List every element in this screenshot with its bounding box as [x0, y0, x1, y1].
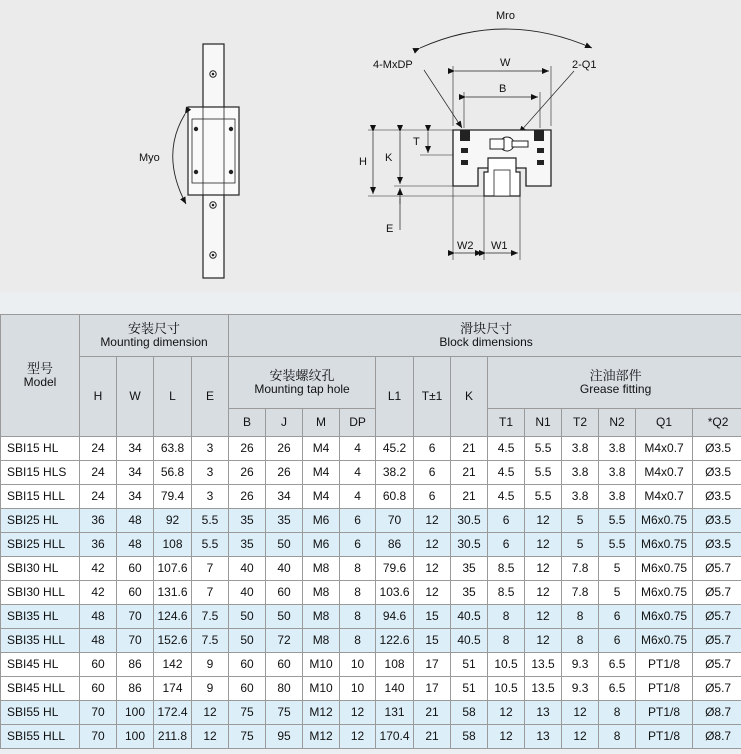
table-row [1, 653, 741, 677]
table-cell: 42 [80, 581, 117, 605]
table-cell: 92 [154, 509, 192, 533]
mro-label: Mro [496, 10, 515, 22]
table-cell: Ø3.5 [693, 485, 741, 509]
table-cell: 5.5 [192, 509, 229, 533]
table-cell: 140 [376, 677, 414, 701]
table-row [1, 485, 741, 509]
table-cell: 6 [340, 509, 376, 533]
table-cell: 4.5 [488, 485, 525, 509]
table-cell: 86 [117, 653, 154, 677]
table-cell: 34 [117, 437, 154, 461]
table-cell: 3.8 [599, 461, 636, 485]
table-cell: 6 [599, 605, 636, 629]
table-cell: 10.5 [488, 653, 525, 677]
table-cell: 21 [451, 437, 488, 461]
table-cell: 12 [414, 557, 451, 581]
table-cell: 70 [376, 509, 414, 533]
col-t1: T1 [488, 409, 525, 437]
table-cell: 12 [414, 581, 451, 605]
spec-table-body [1, 437, 741, 749]
table-cell: 12 [525, 509, 562, 533]
table-cell: Ø8.7 [693, 725, 741, 749]
table-cell: 50 [266, 533, 303, 557]
table-cell: 12 [562, 725, 599, 749]
table-cell: 58 [451, 725, 488, 749]
table-cell: 79.4 [154, 485, 192, 509]
table-cell: 12 [192, 725, 229, 749]
table-cell: M6x0.75 [636, 629, 693, 653]
table-cell: 8 [340, 581, 376, 605]
mounting-dimension-header: 安装尺寸 Mounting dimension [80, 315, 229, 357]
table-cell: 7.5 [192, 605, 229, 629]
table-cell: 8 [599, 701, 636, 725]
col-b: B [229, 409, 266, 437]
table-cell: 3.8 [599, 485, 636, 509]
table-cell: 21 [414, 701, 451, 725]
table-cell: 211.8 [154, 725, 192, 749]
table-cell: 8 [340, 557, 376, 581]
table-cell: 12 [525, 557, 562, 581]
table-cell: PT1/8 [636, 725, 693, 749]
table-cell: 5.5 [599, 509, 636, 533]
model-cell: SBI45 HLL [1, 677, 80, 701]
table-cell: Ø3.5 [693, 533, 741, 557]
table-cell: 35 [451, 581, 488, 605]
table-cell: 38.2 [376, 461, 414, 485]
table-cell: 100 [117, 701, 154, 725]
table-cell: 40.5 [451, 629, 488, 653]
table-cell: 60 [80, 677, 117, 701]
table-cell: 3 [192, 485, 229, 509]
table-cell: 12 [488, 725, 525, 749]
model-cell: SBI25 HLL [1, 533, 80, 557]
col-h: H [80, 357, 117, 437]
table-cell: 15 [414, 629, 451, 653]
table-row [1, 629, 741, 653]
table-cell: Ø5.7 [693, 557, 741, 581]
table-cell: 6 [488, 509, 525, 533]
table-cell: 58 [451, 701, 488, 725]
model-cell: SBI25 HL [1, 509, 80, 533]
table-cell: 6.5 [599, 653, 636, 677]
model-cell: SBI15 HL [1, 437, 80, 461]
table-cell: 42 [80, 557, 117, 581]
table-cell: 45.2 [376, 437, 414, 461]
table-cell: 40 [266, 557, 303, 581]
table-cell: 36 [80, 509, 117, 533]
table-cell: 12 [414, 533, 451, 557]
table-cell: 60 [80, 653, 117, 677]
table-cell: 7.5 [192, 629, 229, 653]
table-row [1, 677, 741, 701]
table-cell: 56.8 [154, 461, 192, 485]
table-cell: 8.5 [488, 581, 525, 605]
table-cell: 12 [414, 509, 451, 533]
table-cell: 4 [340, 437, 376, 461]
col-m: M [303, 409, 340, 437]
table-cell: M8 [303, 557, 340, 581]
table-cell: 5.5 [599, 533, 636, 557]
model-cell: SBI30 HL [1, 557, 80, 581]
table-cell: 60 [117, 557, 154, 581]
table-cell: 60 [266, 581, 303, 605]
table-row [1, 437, 741, 461]
table-cell: 12 [525, 605, 562, 629]
table-cell: 40.5 [451, 605, 488, 629]
col-e: E [192, 357, 229, 437]
table-cell: Ø5.7 [693, 581, 741, 605]
col-dp: DP [340, 409, 376, 437]
table-cell: 24 [80, 485, 117, 509]
table-cell: 34 [117, 485, 154, 509]
table-cell: 5 [599, 581, 636, 605]
table-cell: 103.6 [376, 581, 414, 605]
table-cell: 12 [192, 701, 229, 725]
table-cell: 60 [266, 653, 303, 677]
technical-drawing [0, 0, 741, 292]
table-cell: 10.5 [488, 677, 525, 701]
table-cell: M10 [303, 653, 340, 677]
table-cell: 36 [80, 533, 117, 557]
table-cell: 152.6 [154, 629, 192, 653]
table-cell: 8 [340, 605, 376, 629]
table-cell: 8 [562, 605, 599, 629]
col-k: K [451, 357, 488, 437]
table-cell: 50 [229, 605, 266, 629]
table-cell: 40 [229, 581, 266, 605]
table-cell: 12 [525, 629, 562, 653]
table-cell: 5 [562, 533, 599, 557]
table-cell: 8 [340, 629, 376, 653]
table-cell: 131.6 [154, 581, 192, 605]
table-cell: 26 [229, 485, 266, 509]
top-view [139, 44, 239, 278]
table-cell: M4 [303, 485, 340, 509]
table-cell: 6 [599, 629, 636, 653]
table-cell: 170.4 [376, 725, 414, 749]
table-cell: Ø3.5 [693, 461, 741, 485]
table-cell: 6 [414, 437, 451, 461]
table-cell: PT1/8 [636, 677, 693, 701]
table-cell: M6x0.75 [636, 509, 693, 533]
table-row [1, 509, 741, 533]
table-cell: 7.8 [562, 557, 599, 581]
table-cell: 100 [117, 725, 154, 749]
table-cell: 5 [599, 557, 636, 581]
table-cell: 60.8 [376, 485, 414, 509]
table-cell: 131 [376, 701, 414, 725]
mounting-tap-hole-header: 安装螺纹孔 Mounting tap hole [229, 357, 376, 409]
table-cell: M4 [303, 437, 340, 461]
table-cell: 70 [117, 629, 154, 653]
table-row [1, 461, 741, 485]
table-cell: M6x0.75 [636, 557, 693, 581]
table-cell: 9 [192, 653, 229, 677]
myo-label: Myo [139, 152, 160, 164]
table-cell: PT1/8 [636, 653, 693, 677]
table-cell: 21 [451, 485, 488, 509]
table-cell: M4x0.7 [636, 485, 693, 509]
table-cell: 75 [229, 701, 266, 725]
table-cell: Ø3.5 [693, 437, 741, 461]
col-n1: N1 [525, 409, 562, 437]
q1-label: 2-Q1 [572, 59, 597, 71]
table-cell: M12 [303, 725, 340, 749]
table-cell: M6 [303, 509, 340, 533]
t-label: T [413, 136, 420, 148]
table-cell: 6.5 [599, 677, 636, 701]
col-w: W [117, 357, 154, 437]
table-cell: M8 [303, 605, 340, 629]
table-cell: 9.3 [562, 653, 599, 677]
table-cell: 26 [266, 437, 303, 461]
table-cell: 4 [340, 485, 376, 509]
table-cell: PT1/8 [636, 701, 693, 725]
col-q1: Q1 [636, 409, 693, 437]
table-cell: 7 [192, 581, 229, 605]
table-cell: 51 [451, 677, 488, 701]
table-cell: 108 [376, 653, 414, 677]
table-cell: 17 [414, 653, 451, 677]
model-cell: SBI55 HL [1, 701, 80, 725]
table-cell: 7 [192, 557, 229, 581]
table-cell: 50 [229, 629, 266, 653]
table-cell: M4 [303, 461, 340, 485]
w2-label: W2 [457, 240, 474, 252]
h-label: H [359, 156, 367, 168]
table-cell: 95 [266, 725, 303, 749]
table-cell: 17 [414, 677, 451, 701]
col-l: L [154, 357, 192, 437]
table-cell: 12 [525, 533, 562, 557]
table-cell: 3 [192, 437, 229, 461]
table-cell: 48 [80, 605, 117, 629]
table-cell: 70 [117, 605, 154, 629]
table-cell: 21 [451, 461, 488, 485]
table-cell: 6 [340, 533, 376, 557]
table-row [1, 701, 741, 725]
table-cell: 26 [266, 461, 303, 485]
table-cell: 9.3 [562, 677, 599, 701]
table-cell: 12 [340, 725, 376, 749]
table-cell: 8 [488, 605, 525, 629]
table-cell: 75 [229, 725, 266, 749]
table-cell: 72 [266, 629, 303, 653]
grease-fitting-header: 注油部件 Grease fitting [488, 357, 741, 409]
table-cell: 48 [117, 509, 154, 533]
table-cell: 13 [525, 701, 562, 725]
table-cell: 10 [340, 677, 376, 701]
col-l1: L1 [376, 357, 414, 437]
table-cell: 30.5 [451, 533, 488, 557]
table-cell: 86 [117, 677, 154, 701]
myo-arrow [173, 114, 186, 204]
table-cell: 34 [266, 485, 303, 509]
table-cell: 9 [192, 677, 229, 701]
table-cell: M6 [303, 533, 340, 557]
table-cell: 172.4 [154, 701, 192, 725]
model-cell: SBI30 HLL [1, 581, 80, 605]
table-cell: M4x0.7 [636, 437, 693, 461]
block-outline [188, 107, 239, 195]
table-cell: 35 [451, 557, 488, 581]
table-cell: 48 [80, 629, 117, 653]
table-cell: M12 [303, 701, 340, 725]
table-cell: 8 [562, 629, 599, 653]
model-header: 型号 Model [1, 315, 80, 437]
table-cell: 5.5 [192, 533, 229, 557]
table-cell: 30.5 [451, 509, 488, 533]
table-cell: 70 [80, 701, 117, 725]
table-cell: 79.6 [376, 557, 414, 581]
table-cell: 63.8 [154, 437, 192, 461]
table-cell: 122.6 [376, 629, 414, 653]
table-cell: Ø5.7 [693, 605, 741, 629]
table-cell: 5.5 [525, 485, 562, 509]
spec-table [0, 314, 741, 749]
w1-label: W1 [491, 240, 508, 252]
table-cell: 48 [117, 533, 154, 557]
table-cell: 7.8 [562, 581, 599, 605]
table-cell: 12 [340, 701, 376, 725]
table-row [1, 725, 741, 749]
model-cell: SBI35 HLL [1, 629, 80, 653]
table-cell: 5.5 [525, 461, 562, 485]
table-cell: 35 [229, 533, 266, 557]
table-row [1, 533, 741, 557]
table-cell: 8 [488, 629, 525, 653]
table-cell: 6 [414, 485, 451, 509]
col-q2: *Q2 [693, 409, 741, 437]
table-cell: 8.5 [488, 557, 525, 581]
table-cell: 124.6 [154, 605, 192, 629]
table-cell: 6 [414, 461, 451, 485]
model-cell: SBI15 HLL [1, 485, 80, 509]
model-cell: SBI45 HL [1, 653, 80, 677]
front-view [359, 10, 596, 260]
table-cell: 50 [266, 605, 303, 629]
table-cell: 75 [266, 701, 303, 725]
table-cell: 80 [266, 677, 303, 701]
table-cell: 8 [599, 725, 636, 749]
table-cell: Ø5.7 [693, 653, 741, 677]
table-cell: 40 [229, 557, 266, 581]
table-cell: 13.5 [525, 677, 562, 701]
table-cell: M6x0.75 [636, 581, 693, 605]
table-cell: M8 [303, 581, 340, 605]
table-cell: 60 [229, 677, 266, 701]
table-cell: 13.5 [525, 653, 562, 677]
b-label: B [499, 83, 507, 95]
table-cell: Ø5.7 [693, 629, 741, 653]
table-cell: 15 [414, 605, 451, 629]
model-cell: SBI55 HLL [1, 725, 80, 749]
w-label: W [500, 57, 511, 69]
table-row [1, 557, 741, 581]
table-cell: 5 [562, 509, 599, 533]
table-cell: 4.5 [488, 461, 525, 485]
table-cell: 6 [488, 533, 525, 557]
table-cell: 3 [192, 461, 229, 485]
table-cell: 34 [117, 461, 154, 485]
table-cell: Ø3.5 [693, 509, 741, 533]
table-cell: 13 [525, 725, 562, 749]
table-cell: 51 [451, 653, 488, 677]
table-cell: 12 [562, 701, 599, 725]
table-cell: Ø8.7 [693, 701, 741, 725]
k-label: K [385, 152, 393, 164]
table-cell: 3.8 [599, 437, 636, 461]
table-cell: M4x0.7 [636, 461, 693, 485]
model-cell: SBI15 HLS [1, 461, 80, 485]
mxdp-label: 4-MxDP [373, 59, 413, 71]
table-cell: 26 [229, 437, 266, 461]
table-cell: M10 [303, 677, 340, 701]
mro-arrow [420, 29, 592, 48]
table-cell: 12 [525, 581, 562, 605]
col-n2: N2 [599, 409, 636, 437]
table-cell: 3.8 [562, 485, 599, 509]
table-cell: 12 [488, 701, 525, 725]
table-cell: 26 [229, 461, 266, 485]
drawing-canvas [0, 0, 741, 292]
table-cell: 107.6 [154, 557, 192, 581]
table-cell: M8 [303, 629, 340, 653]
model-cell: SBI35 HL [1, 605, 80, 629]
table-row [1, 605, 741, 629]
table-cell: 108 [154, 533, 192, 557]
col-j: J [266, 409, 303, 437]
table-cell: 86 [376, 533, 414, 557]
table-cell: 60 [229, 653, 266, 677]
table-cell: 142 [154, 653, 192, 677]
e-label: E [386, 223, 394, 235]
block-dimensions-header: 滑块尺寸 Block dimensions [229, 315, 741, 357]
table-cell: 4.5 [488, 437, 525, 461]
table-cell: 24 [80, 461, 117, 485]
table-cell: M6x0.75 [636, 605, 693, 629]
table-cell: 5.5 [525, 437, 562, 461]
table-cell: 3.8 [562, 461, 599, 485]
table-cell: 70 [80, 725, 117, 749]
table-cell: 35 [229, 509, 266, 533]
table-cell: 35 [266, 509, 303, 533]
table-cell: 94.6 [376, 605, 414, 629]
table-cell: 174 [154, 677, 192, 701]
table-row [1, 581, 741, 605]
col-t: T±1 [414, 357, 451, 437]
table-cell: 24 [80, 437, 117, 461]
col-t2: T2 [562, 409, 599, 437]
table-cell: 60 [117, 581, 154, 605]
table-cell: 4 [340, 461, 376, 485]
table-cell: M6x0.75 [636, 533, 693, 557]
table-cell: 10 [340, 653, 376, 677]
table-cell: Ø5.7 [693, 677, 741, 701]
table-cell: 3.8 [562, 437, 599, 461]
table-cell: 21 [414, 725, 451, 749]
